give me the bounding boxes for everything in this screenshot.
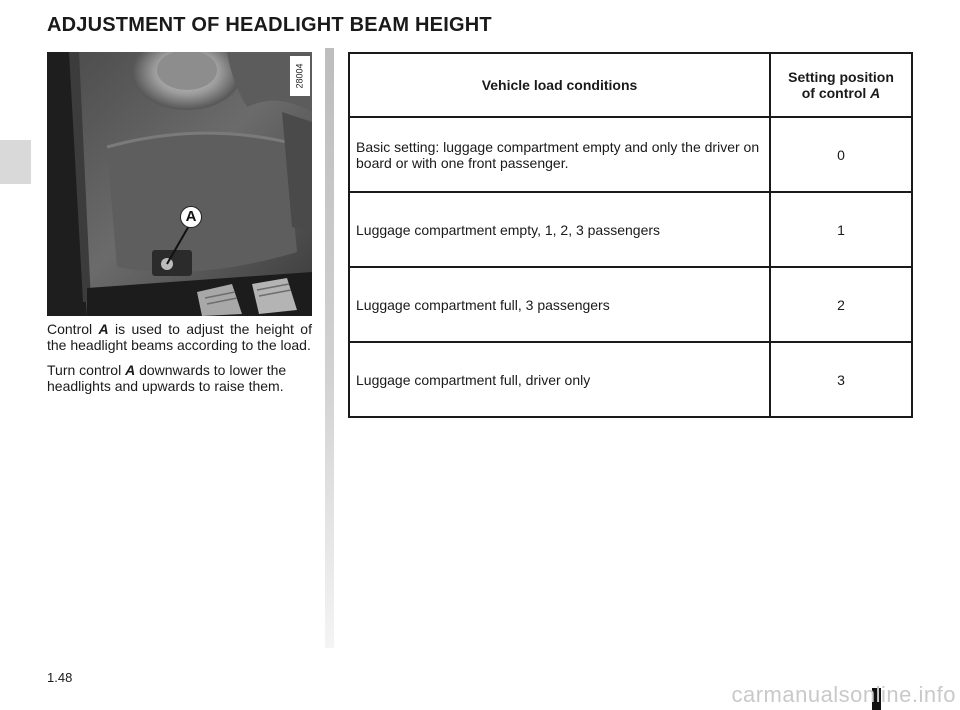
load-condition-cell: Luggage compartment empty, 1, 2, 3 passengers bbox=[349, 192, 770, 267]
header-setting-position: Setting position of control A bbox=[770, 53, 912, 117]
setting-position-cell: 0 bbox=[770, 117, 912, 192]
load-condition-cell: Luggage compartment full, driver only bbox=[349, 342, 770, 417]
load-condition-cell: Luggage compartment full, 3 passengers bbox=[349, 267, 770, 342]
table-header-row bbox=[349, 53, 912, 117]
setting-position-cell: 1 bbox=[770, 192, 912, 267]
dashboard-photo bbox=[47, 52, 312, 316]
chapter-tab bbox=[0, 140, 31, 184]
photo-reference-code-text: 28004 bbox=[295, 63, 305, 89]
control-reference: A bbox=[98, 321, 109, 337]
page-title: ADJUSTMENT OF HEADLIGHT BEAM HEIGHT bbox=[47, 14, 492, 36]
column-divider bbox=[325, 48, 334, 648]
description-paragraph-1: Control A is used to adjust the height of the headlight beams according to the load. bbox=[47, 321, 312, 353]
setting-position-cell: 3 bbox=[770, 342, 912, 417]
table-row bbox=[349, 117, 912, 192]
description-paragraph-2: Turn control A downwards to lower the headlights and upwards to raise them. bbox=[47, 362, 287, 394]
header-load-conditions: Vehicle load conditions bbox=[349, 53, 770, 117]
table-row bbox=[349, 192, 912, 267]
photo-reference-code bbox=[290, 56, 310, 96]
load-condition-cell: Basic setting: luggage compartment empty and only the driver on board or with one front passenger. bbox=[349, 117, 770, 192]
table-row bbox=[349, 267, 912, 342]
setting-position-cell: 2 bbox=[770, 267, 912, 342]
control-a-callout: A bbox=[180, 206, 202, 228]
description-text bbox=[47, 321, 312, 403]
page-number: 1.48 bbox=[47, 670, 73, 685]
control-reference: A bbox=[125, 362, 136, 378]
watermark: carmanualsonline.info bbox=[731, 682, 956, 707]
dashboard-photo-illustration bbox=[47, 52, 312, 316]
table-row bbox=[349, 342, 912, 417]
load-settings-table bbox=[348, 52, 913, 418]
